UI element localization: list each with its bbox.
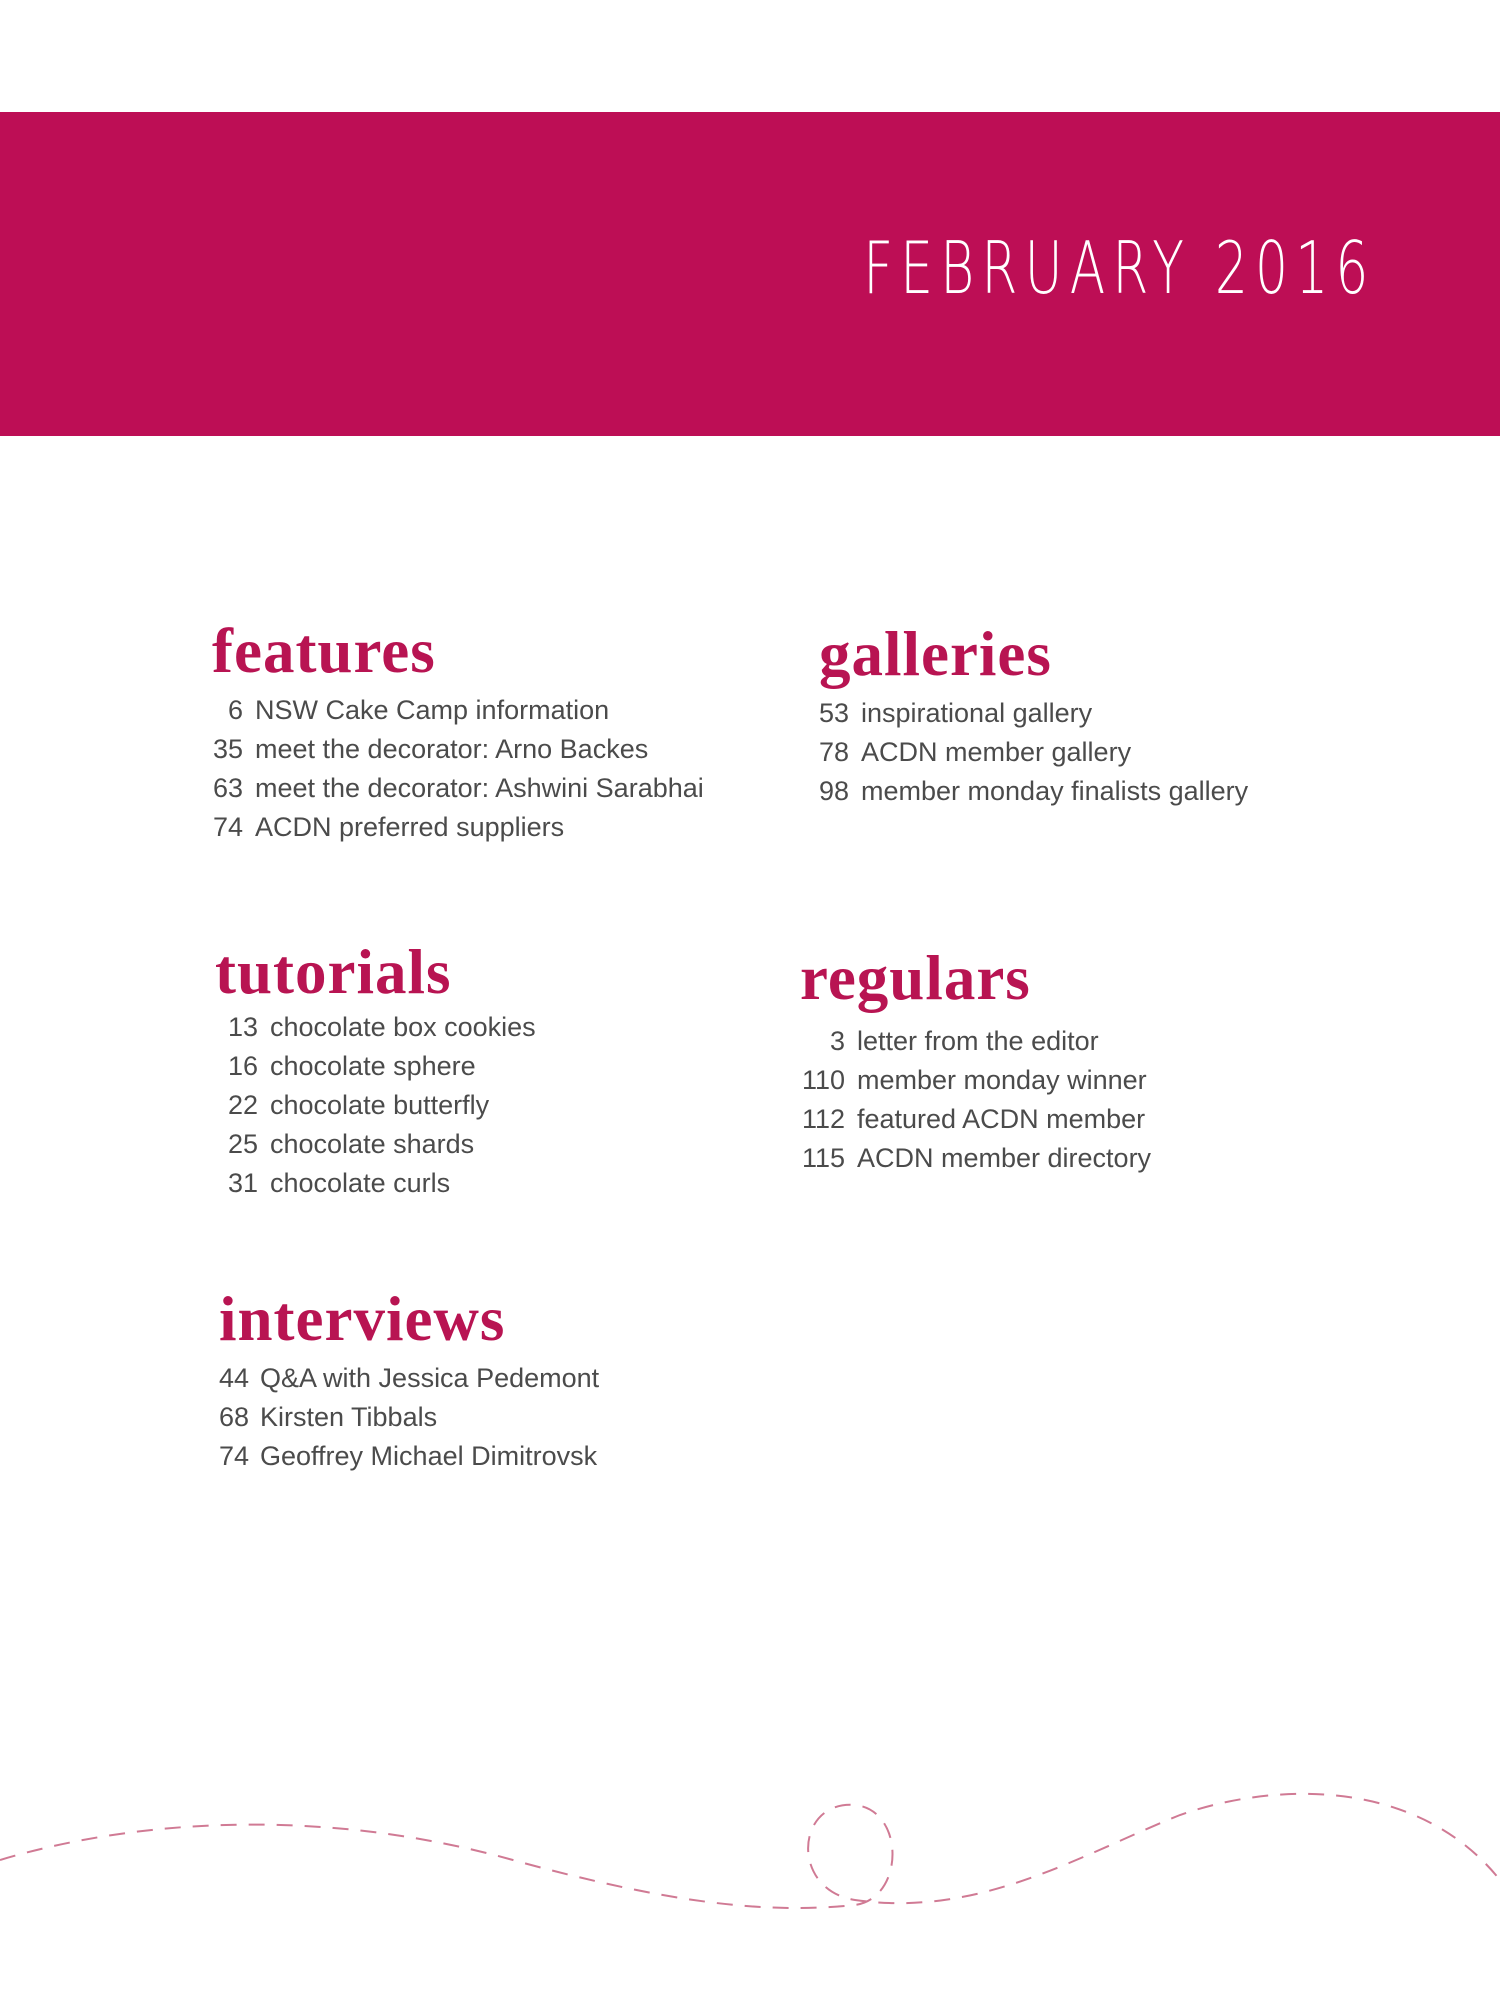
entry-title: ACDN member gallery [861,737,1132,767]
toc-entry[interactable] [212,769,704,808]
entry-title: letter from the editor [857,1026,1099,1056]
section-tutorials [215,937,536,1203]
toc-entry[interactable] [800,1139,1151,1178]
page-number: 68 [219,1402,250,1432]
toc-entry[interactable] [219,1359,599,1398]
page-number: 22 [227,1090,258,1120]
entry-title: chocolate curls [270,1168,451,1198]
entry-title: inspirational gallery [861,698,1093,728]
entry-title: featured ACDN member [857,1104,1146,1134]
toc-entry[interactable] [215,1086,536,1125]
page-number: 110 [801,1065,845,1095]
toc-entry[interactable] [219,1437,599,1476]
entry-title: ACDN preferred suppliers [255,812,565,842]
toc-entry[interactable] [819,772,1248,811]
entry-title: Q&A with Jessica Pedemont [260,1363,600,1393]
toc-entry[interactable] [219,1398,599,1437]
dashed-loop-line-icon [0,1760,1500,1940]
toc-entry[interactable] [800,1100,1151,1139]
entry-title: Kirsten Tibbals [260,1402,438,1432]
toc-entry[interactable] [212,691,704,730]
dashed-loop-path [0,1794,1500,1908]
section-heading-galleries: galleries [819,619,1052,689]
page-number: 63 [212,773,243,803]
page-number: 31 [227,1168,258,1198]
entry-title: meet the decorator: Arno Backes [255,734,649,764]
toc-entry[interactable] [212,808,704,847]
entry-title: chocolate sphere [270,1051,476,1081]
page-number: 115 [801,1143,845,1173]
page-number: 74 [212,812,243,842]
page-number: 74 [219,1441,250,1471]
page-number: 3 [829,1026,845,1056]
entry-title: Geoffrey Michael Dimitrovsk [260,1441,598,1471]
toc-entry[interactable] [215,1125,536,1164]
section-heading-features: features [212,616,436,686]
page-number: 44 [219,1363,250,1393]
section-heading-interviews: interviews [219,1284,506,1354]
toc-entry[interactable] [819,733,1248,772]
page-number: 98 [819,776,850,806]
toc-entry[interactable] [819,694,1248,733]
page-number: 13 [227,1012,258,1042]
issue-title: FEBRUARY 2016 [863,226,1376,310]
toc-entry[interactable] [800,1022,1151,1061]
toc-entry[interactable] [215,1047,536,1086]
section-heading-regulars: regulars [800,943,1031,1013]
section-features [212,616,704,847]
page-number: 35 [212,734,243,764]
section-interviews [219,1284,600,1476]
toc-entry[interactable] [215,1008,536,1047]
entry-title: member monday finalists gallery [861,776,1249,806]
entry-title: meet the decorator: Ashwini Sarabhai [255,773,704,803]
entry-title: NSW Cake Camp information [255,695,610,725]
toc-entry[interactable] [212,730,704,769]
page-number: 53 [819,698,850,728]
toc-entry[interactable] [800,1061,1151,1100]
section-galleries [819,619,1249,811]
section-heading-tutorials: tutorials [215,937,452,1007]
entry-title: chocolate box cookies [270,1012,536,1042]
entry-title: chocolate shards [270,1129,475,1159]
page-number: 25 [227,1129,258,1159]
toc-entry[interactable] [215,1164,536,1203]
page-number: 6 [227,695,243,725]
entry-title: ACDN member directory [857,1143,1152,1173]
page-number: 112 [801,1104,845,1134]
section-regulars [800,943,1152,1178]
entry-title: chocolate butterfly [270,1090,490,1120]
entry-title: member monday winner [857,1065,1147,1095]
page-number: 78 [819,737,850,767]
page-number: 16 [227,1051,258,1081]
